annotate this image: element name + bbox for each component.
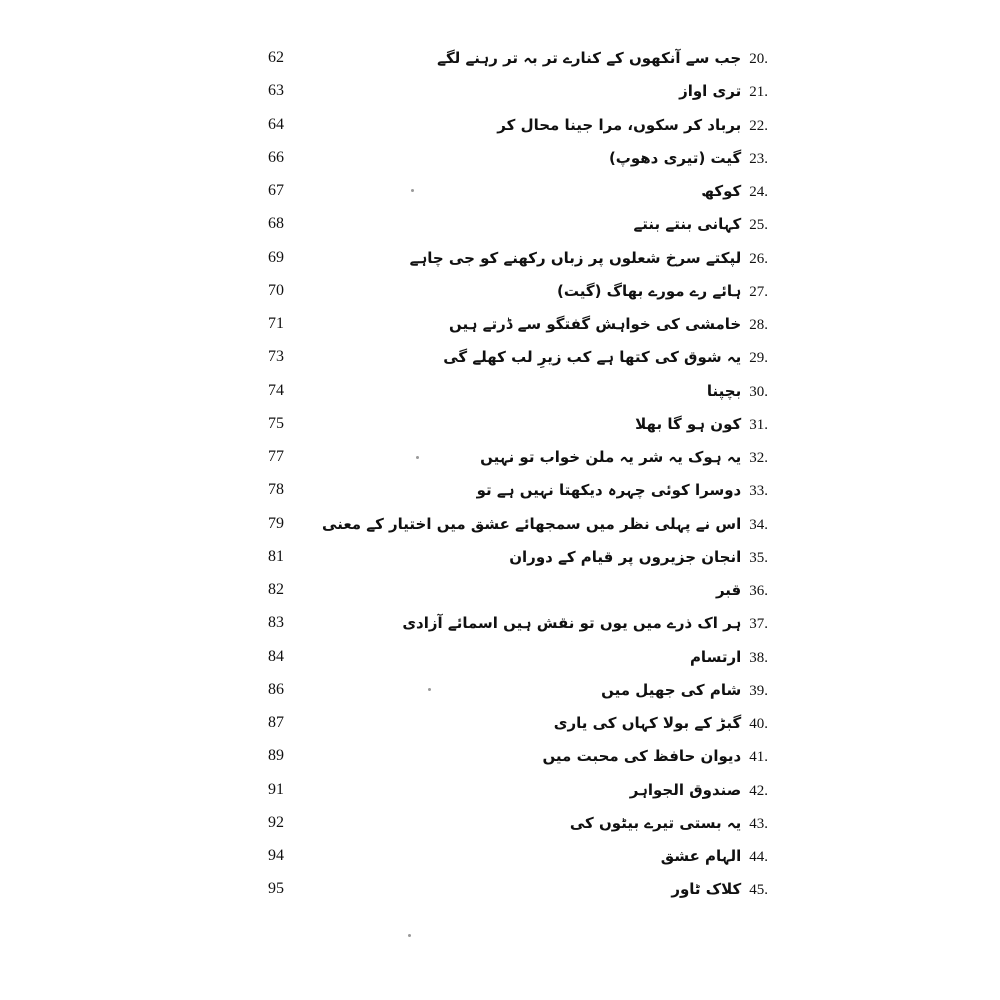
toc-entry — [388, 844, 768, 869]
toc-entry — [322, 512, 768, 537]
toc-entry-title: کہانی بنتے بنتے — [633, 215, 742, 234]
toc-entry — [388, 412, 768, 437]
toc-entry-title: ارتسام — [689, 647, 742, 666]
toc-entry — [388, 312, 768, 337]
toc-entry-number: 21. — [749, 84, 768, 101]
toc-page-number: 62 — [268, 49, 284, 66]
toc-entry-title: ہائے رے مورے بھاگ (گیت) — [557, 281, 742, 300]
toc-page-number: 68 — [268, 215, 284, 233]
toc-row — [0, 611, 1000, 644]
toc-entry — [388, 578, 768, 603]
toc-entry-number: 20. — [749, 51, 768, 67]
toc-row — [0, 113, 1000, 146]
toc-entry — [388, 645, 768, 670]
toc-row — [0, 545, 1000, 578]
toc-page-number: 87 — [268, 714, 284, 731]
toc-entry-number: 31. — [749, 416, 768, 433]
toc-page-number: 75 — [268, 414, 284, 432]
toc-entry — [388, 146, 768, 171]
toc-entry-number: 35. — [749, 549, 768, 566]
toc-page-number: 92 — [268, 813, 284, 831]
toc-entry-number: 33. — [749, 483, 768, 500]
toc-entry-title: کون ہو گا بھلا — [635, 414, 742, 433]
toc-row — [0, 678, 1000, 711]
toc-page-number: 81 — [268, 547, 284, 565]
toc-page-number: 84 — [268, 647, 284, 665]
toc-entry-title: الہام عشق — [660, 847, 742, 865]
paper-speck — [416, 456, 419, 459]
toc-entry — [388, 711, 768, 736]
toc-row — [0, 811, 1000, 844]
toc-page-number: 77 — [268, 448, 284, 465]
toc-entry-title: یہ ہوک یہ شر یہ ملن خواب تو نہیں — [480, 448, 742, 466]
toc-row — [0, 246, 1000, 279]
toc-entry-title: گیت (تیری دھوپ) — [608, 148, 742, 167]
toc-entry — [388, 778, 768, 803]
toc-entry-title: ہر اک ذرے میں یوں تو نقش ہیں اسمائے آزادی — [402, 614, 742, 633]
toc-row — [0, 478, 1000, 511]
toc-entry-title: تری اواز — [679, 82, 742, 101]
toc-row — [0, 844, 1000, 877]
paper-speck — [411, 189, 414, 192]
toc-page-number: 95 — [268, 880, 284, 898]
toc-entry-number: 36. — [749, 583, 768, 599]
toc-row — [0, 711, 1000, 744]
toc-page-number: 69 — [268, 248, 284, 266]
toc-entry-number: 40. — [749, 716, 768, 732]
toc-entry — [388, 545, 768, 570]
toc-entry-number: 23. — [749, 150, 768, 167]
toc-page-number: 64 — [268, 115, 284, 133]
toc-page-number: 91 — [268, 780, 284, 798]
toc-entry — [388, 445, 768, 470]
toc-row — [0, 645, 1000, 678]
toc-entry-number: 41. — [749, 749, 768, 766]
toc-entry — [388, 246, 768, 271]
toc-page-number: 86 — [268, 680, 284, 698]
toc-row — [0, 778, 1000, 811]
toc-page-number: 74 — [268, 381, 284, 399]
toc-entry-number: 32. — [749, 450, 768, 466]
toc-entry — [388, 212, 768, 237]
toc-entry — [388, 179, 768, 204]
toc-row — [0, 578, 1000, 611]
toc-entry-number: 29. — [749, 350, 768, 367]
toc-entry — [388, 678, 768, 703]
toc-entry-number: 28. — [749, 317, 768, 333]
table-of-contents — [0, 46, 1000, 911]
toc-page-number: 66 — [268, 148, 284, 166]
toc-page-number: 71 — [268, 315, 284, 332]
toc-row — [0, 445, 1000, 478]
toc-page-number: 63 — [268, 82, 284, 100]
toc-row — [0, 877, 1000, 910]
toc-page-number: 94 — [268, 847, 284, 864]
toc-entry — [388, 877, 768, 902]
toc-entry-number: 42. — [749, 782, 768, 799]
toc-entry-title: خامشی کی خواہش گفتگو سے ڈرتے ہیں — [449, 315, 742, 333]
toc-page-number: 78 — [268, 481, 284, 499]
toc-entry-number: 38. — [749, 649, 768, 666]
toc-entry — [388, 113, 768, 138]
toc-row — [0, 744, 1000, 777]
toc-entry-title: یہ بستی تیرے بیٹوں کی — [569, 813, 742, 832]
toc-row — [0, 512, 1000, 545]
toc-entry-number: 26. — [749, 250, 768, 267]
toc-row — [0, 279, 1000, 312]
toc-row — [0, 212, 1000, 245]
toc-entry-title: کوکھ — [701, 182, 742, 200]
toc-entry — [388, 744, 768, 769]
toc-row — [0, 179, 1000, 212]
toc-entry-title: صندوق الجواہر — [629, 780, 742, 799]
toc-page-number: 89 — [268, 747, 284, 765]
toc-entry-number: 24. — [749, 184, 768, 200]
toc-entry-title: لپکتے سرخ شعلوں پر زباں رکھنے کو جی چاہے — [409, 248, 742, 267]
toc-row — [0, 312, 1000, 345]
toc-entry-title: یہ شوق کی کتھا ہے کب زیرِ لب کھلے گی — [443, 348, 742, 367]
toc-page-number: 79 — [268, 514, 284, 532]
toc-entry-title: بچپنا — [706, 381, 742, 400]
toc-entry-number: 44. — [749, 849, 768, 865]
toc-row — [0, 146, 1000, 179]
toc-row — [0, 79, 1000, 112]
toc-entry-title: اس نے پہلی نظر میں سمجھائے عشق میں اختیار کے معنی — [322, 514, 742, 533]
toc-row — [0, 379, 1000, 412]
toc-entry-number: 25. — [749, 217, 768, 234]
toc-row — [0, 412, 1000, 445]
toc-entry — [388, 611, 768, 636]
toc-entry-title: برباد کر سکوں، مرا جینا محال کر — [497, 115, 742, 134]
toc-entry-number: 43. — [749, 815, 768, 832]
toc-entry-number: 37. — [749, 616, 768, 633]
toc-entry-title: قبر — [715, 581, 742, 599]
toc-page-number: 82 — [268, 581, 284, 598]
toc-entry — [388, 478, 768, 503]
toc-entry-title: جب سے آنکھوں کے کنارے تر بہ تر رہنے لگے — [437, 49, 742, 67]
toc-page-number: 73 — [268, 348, 284, 366]
toc-page-number: 70 — [268, 281, 284, 299]
toc-row — [0, 46, 1000, 79]
toc-entry-number: 27. — [749, 283, 768, 300]
toc-entry-number: 34. — [749, 516, 768, 533]
toc-entry-title: انجان جزیروں پر قیام کے دوران — [509, 547, 742, 566]
toc-entry-number: 45. — [749, 882, 768, 899]
toc-entry — [388, 811, 768, 836]
toc-entry-number: 30. — [749, 383, 768, 400]
toc-entry-title: شام کی جھیل میں — [601, 680, 742, 699]
toc-page-number: 67 — [268, 182, 284, 199]
toc-entry — [388, 345, 768, 370]
toc-entry-title: دوسرا کوئی چہرہ دیکھتا نہیں ہے تو — [476, 481, 742, 500]
toc-entry-title: کلاک ٹاور — [671, 880, 742, 899]
paper-speck — [408, 934, 411, 937]
paper-speck — [428, 688, 431, 691]
toc-entry-number: 39. — [749, 682, 768, 699]
toc-entry — [388, 379, 768, 404]
toc-row — [0, 345, 1000, 378]
toc-entry — [388, 79, 768, 104]
toc-entry-number: 22. — [749, 117, 768, 134]
toc-entry — [388, 279, 768, 304]
toc-entry-title: دیوان حافظ کی محبت میں — [542, 747, 742, 766]
toc-entry — [388, 46, 768, 71]
toc-page-number: 83 — [268, 614, 284, 632]
toc-entry-title: گبڑ کے بولا کہاں کی یاری — [553, 714, 742, 732]
